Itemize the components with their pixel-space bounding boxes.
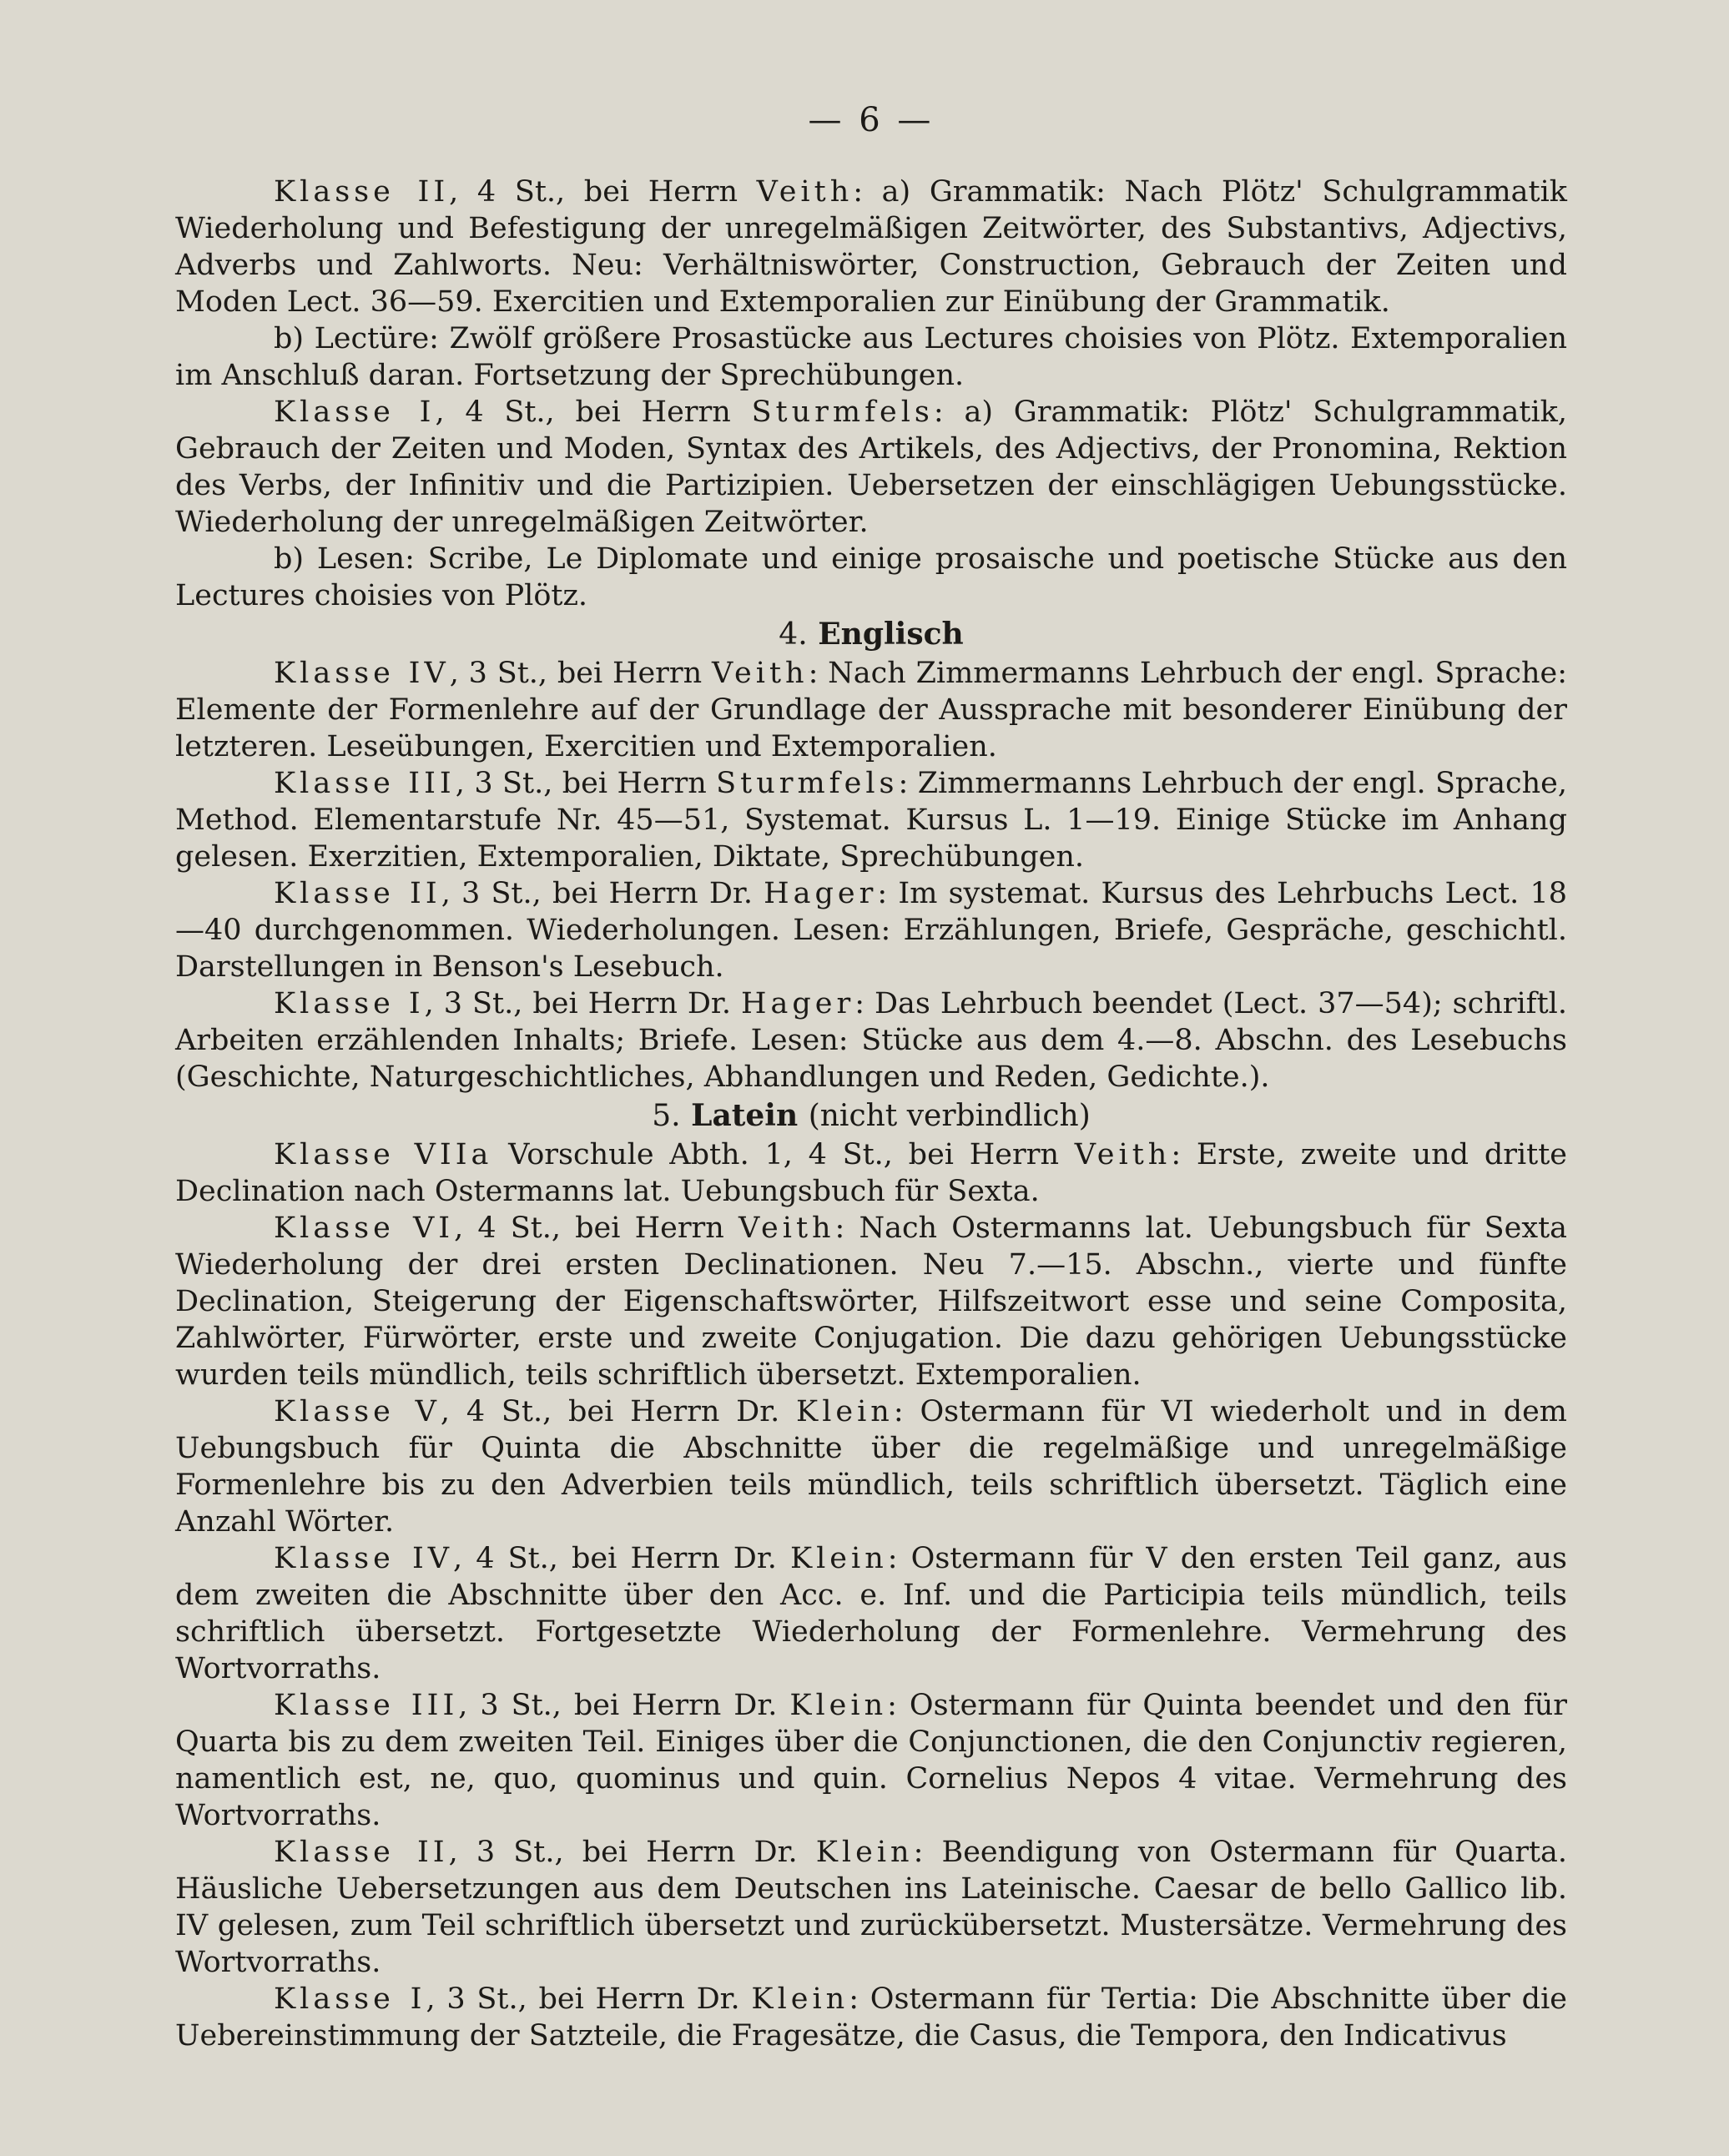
paragraph-english-klasse-ii: Klasse II, 3 St., bei Herrn Dr. Hager: Im systemat. Kursus des Lehrbuchs Lect. 18—40 durchgenommen. Wiederholungen. Lesen: Erzählungen, Briefe, Gespräche, geschichtl. Darstellungen in Benson's Lesebuch. [175,877,1567,984]
paragraph-latin-klasse-i: Klasse I, 3 St., bei Herrn Dr. Klein: Ostermann für Tertia: Die Abschnitte über die Uebereinstimmung der Satzteile, die Fragesätze, die Casus, die Tempora, den Indicativus [175,1982,1567,2053]
paragraph-klasse-ii-french: Klasse II, 4 St., bei Herrn Veith: a) Grammatik: Nach Plötz' Schulgrammatik Wiederholung und Befestigung der unregelmäßigen Zeitwörter, des Substantivs, Adjectivs, Adverbs und Zahlworts. Neu: Verhältniswörter, Construction, Gebrauch der Zeiten und Moden Lect. 36—59. Exercitien und Extemporalien zur Einübung der Grammatik. [175,175,1568,319]
paragraph-latin-klasse-iii: Klasse III, 3 St., bei Herrn Dr. Klein: Ostermann für Quinta beendet und den für Quarta bis zu dem zweiten Teil. Einiges über die Conjunctionen, die den Conjunctiv regieren, namentlich est, ne, quo, quominus und quin. Cornelius Nepos 4 vitae. Vermehrung des Wortvorraths. [175,1689,1567,1832]
paragraph-latin-klasse-vi: Klasse VI, 4 St., bei Herrn Veith: Nach Ostermanns lat. Uebungsbuch für Sexta Wiederholung der drei ersten Declinationen. Neu 7.—15. Abschn., vierte und fünfte Declination, Steigerung der Eigenschaftswörter, Hilfszeitwort esse und seine Composita, Zahlwörter, Fürwörter, erste und zweite Conjugation. Die dazu gehörigen Uebungsstücke wurden teils mündlich, teils schriftlich übersetzt. Extemporalien. [175,1211,1567,1392]
section-heading-english: 4. Englisch [779,617,964,652]
paragraph-lecture: b) Lectüre: Zwölf größere Prosastücke aus Lectures choisies von Plötz. Extemporalien im Anschluß daran. Fortsetzung der Sprechübungen. [175,322,1567,392]
paragraph-latin-klasse-ii: Klasse II, 3 St., bei Herrn Dr. Klein: Beendigung von Ostermann für Quarta. Häusliche Uebersetzungen aus dem Deutschen ins Lateinische. Caesar de bello Gallico lib. IV gelesen, zum Teil schriftlich übersetzt und zurückübersetzt. Mustersätze. Vermehrung des Wortvorraths. [175,1836,1568,1979]
paragraph-latin-klasse-iv: Klasse IV, 4 St., bei Herrn Dr. Klein: Ostermann für V den ersten Teil ganz, aus dem zweiten die Abschnitte über den Acc. e. Inf. und die Participia teils mündlich, teils schriftlich übersetzt. Fortgesetzte Wiederholung der Formenlehre. Vermehrung des Wortvorraths. [175,1542,1567,1685]
page-number: — 6 — [808,101,935,139]
page-content [175,98,1567,2054]
paragraph-latin-klasse-viia: Klasse VIIa Vorschule Abth. 1, 4 St., bei Herrn Veith: Erste, zweite und dritte Declination nach Ostermanns lat. Uebungsbuch für Sexta. [175,1138,1567,1208]
paragraph-lesen: b) Lesen: Scribe, Le Diplomate und einige prosaische und poetische Stücke aus den Lectures choisies von Plötz. [175,542,1567,612]
paragraph-english-klasse-i: Klasse I, 3 St., bei Herrn Dr. Hager: Das Lehrbuch beendet (Lect. 37—54); schriftl. Arbeiten erzählenden Inhalts; Briefe. Lesen: Stücke aus dem 4.—8. Abschn. des Lesebuchs (Geschichte, Naturgeschichtliches, Abhandlungen und Reden, Gedichte.). [175,987,1568,1094]
paragraph-english-klasse-iv: Klasse IV, 3 St., bei Herrn Veith: Nach Zimmermanns Lehrbuch der engl. Sprache: Elemente der Formenlehre auf der Grundlage der Aussprache mit besonderer Einübung der letzteren. Leseübungen, Exercitien und Extemporalien. [175,657,1567,763]
paragraph-klasse-i-french: Klasse I, 4 St., bei Herrn Sturmfels: a) Grammatik: Plötz' Schulgrammatik, Gebrauch der Zeiten und Moden, Syntax des Artikels, des Adjectivs, der Pronomina, Rektion des Verbs, der Infinitiv und die Partizipien. Uebersetzen der einschlägigen Uebungsstücke. Wiederholung der unregelmäßigen Zeitwörter. [175,395,1567,539]
section-heading-latin: 5. Latein (nicht verbindlich) [652,1098,1091,1133]
paragraph-latin-klasse-v: Klasse V, 4 St., bei Herrn Dr. Klein: Ostermann für VI wiederholt und in dem Uebungsbuch für Quinta die Abschnitte über die regelmäßige und unregelmäßige Formenlehre bis zu den Adverbien teils mündlich, teils schriftlich übersetzt. Täglich eine Anzahl Wörter. [175,1395,1567,1539]
paragraph-english-klasse-iii: Klasse III, 3 St., bei Herrn Sturmfels: Zimmermanns Lehrbuch der engl. Sprache, Method. Elementarstufe Nr. 45—51, Systemat. Kursus L. 1—19. Einige Stücke im Anhang gelesen. Exerzitien, Extemporalien, Diktate, Sprechübungen. [175,767,1567,874]
